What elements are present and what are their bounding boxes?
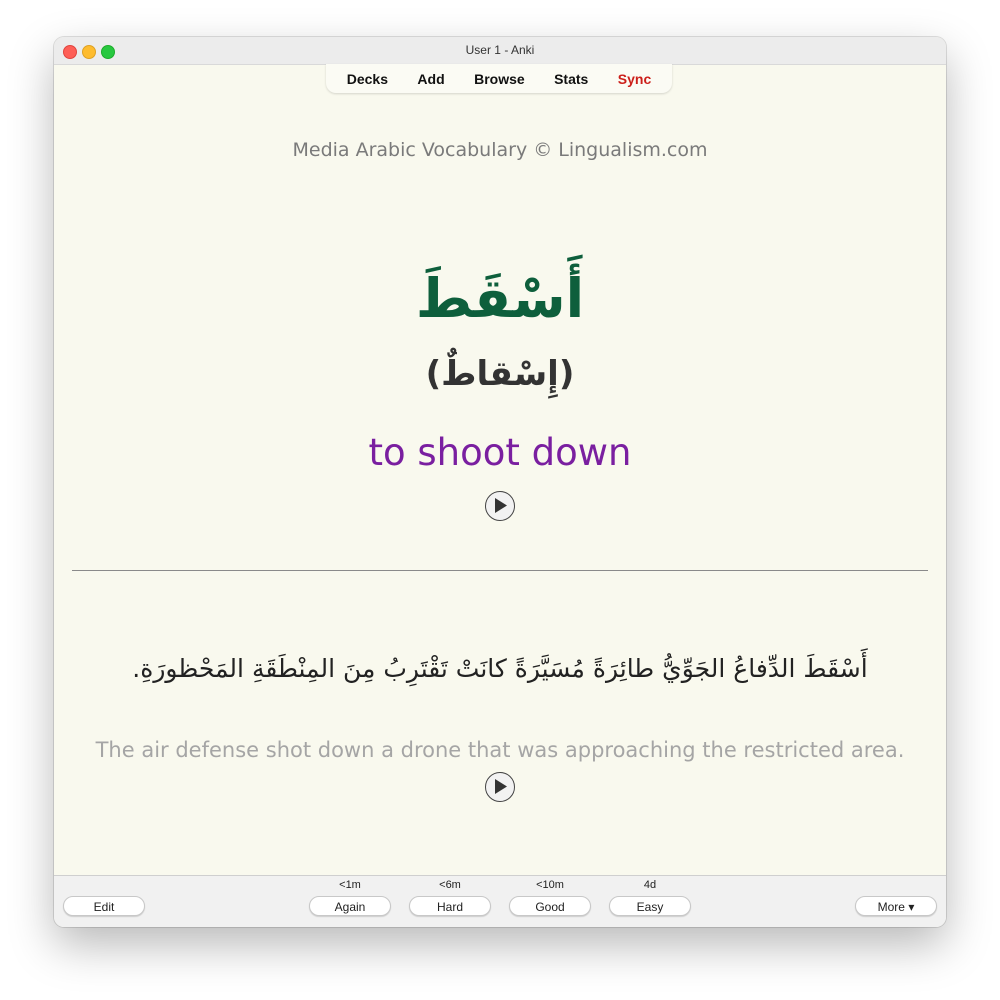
play-icon (486, 773, 513, 800)
answer-bar (54, 875, 946, 927)
toolbar-decks-link[interactable]: Decks (346, 70, 388, 87)
section-divider (72, 570, 928, 571)
easy-button[interactable]: Easy (609, 896, 691, 916)
toolbar-browse-link[interactable]: Browse (474, 70, 525, 87)
english-meaning: to shoot down (368, 431, 632, 474)
hard-button[interactable]: Hard (409, 896, 491, 916)
more-button[interactable]: More ▾ (855, 896, 937, 916)
play-sentence-audio-button[interactable] (485, 772, 515, 802)
again-interval: <1m (339, 879, 361, 891)
easy-interval: 4d (643, 879, 657, 891)
title-bar (54, 37, 946, 65)
good-interval: <10m (536, 879, 564, 891)
anki-window (54, 37, 946, 927)
example-sentence-arabic: أَسْقَطَ الدِّفاعُ الجَوِّيُّ طائِرَةً مُسَيَّرَةً كانَتْ تَقْتَرِبُ مِنَ المِنْطَقَةِ المَحْظورَةِ. (132, 654, 868, 683)
window-title: User 1 - Anki (465, 43, 535, 57)
main-toolbar (326, 64, 672, 93)
good-button[interactable]: Good (509, 896, 591, 916)
hard-interval: <6m (439, 879, 461, 891)
card-review-area (54, 93, 946, 875)
play-word-audio-button[interactable] (485, 491, 515, 521)
toolbar-sync-link[interactable]: Sync (617, 70, 652, 87)
toolbar-stats-link[interactable]: Stats (554, 70, 589, 87)
again-button[interactable]: Again (309, 896, 391, 916)
edit-button[interactable]: Edit (63, 896, 145, 916)
arabic-masdar: (إِسْقاطٌ) (425, 354, 575, 394)
play-icon (486, 492, 513, 519)
example-sentence-english: The air defense shot down a drone that was approaching the restricted area. (95, 738, 905, 762)
toolbar-add-link[interactable]: Add (417, 70, 445, 87)
arabic-word: أَسْقَطَ (415, 267, 585, 330)
deck-name: Media Arabic Vocabulary © Lingualism.com (292, 139, 708, 161)
